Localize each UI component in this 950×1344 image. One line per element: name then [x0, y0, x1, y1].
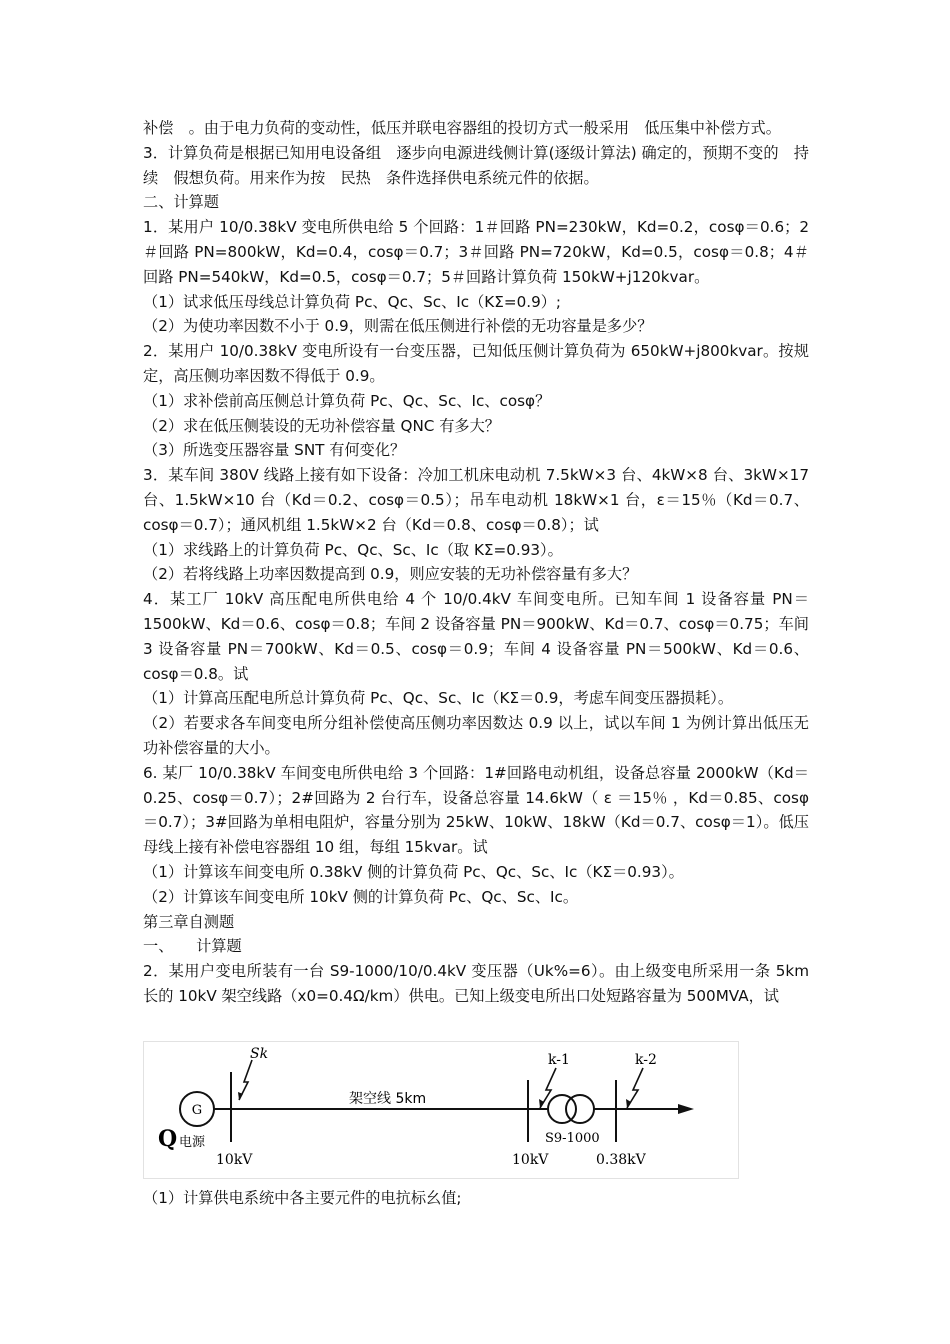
arrow-right-icon: [678, 1104, 694, 1114]
transformer-winding-icon: [566, 1095, 594, 1123]
voltage-right-label: 0.38kV: [596, 1152, 646, 1168]
problem-2: 2．某用户 10/0.38kV 变电所设有一台变压器，已知低压侧计算负荷为 650kW+j800kvar。按规定，高压侧功率因数不得低于 0.9。: [143, 342, 809, 385]
problem-4-q2: （2）若要求各车间变电所分组补偿使高压侧功率因数达 0.9 以上，试以车间 1 为例计算出低压无功补偿容量的大小。: [143, 714, 809, 757]
source-q-label: Q: [158, 1126, 178, 1152]
problem-4-q1: （1）计算高压配电所总计算负荷 Pc、Qc、Sc、Ic（KΣ＝0.9，考虑车间变压器损耗）。: [143, 689, 734, 708]
circuit-svg: [144, 1042, 740, 1180]
paragraph: 3．计算负荷是根据已知用电设备组 逐步向电源进线侧计算(逐级计算法) 确定的，预期不变的 持续 假想负荷。用来作为按 民热 条件选择供电系统元件的依据。: [143, 143, 809, 187]
section-heading: 一、 计算题: [143, 937, 242, 956]
problem-2-q1: （1）求补偿前高压侧总计算负荷 Pc、Qc、Sc、Ic、cosφ？: [143, 391, 551, 410]
paragraph: 补偿 。由于电力负荷的变动性，低压并联电容器组的投切方式一般采用 低压集中补偿方式。: [143, 119, 781, 137]
k2-label: k-2: [635, 1052, 657, 1068]
problem-6: 6. 某厂 10/0.38kV 车间变电所供电给 3 个回路：1#回路电动机组，设备总容量 2000kW（Kd＝0.25、cosφ＝0.7）；2#回路为 2 台行车，设备总容量 14.6kW（ ε ＝15％ ，Kd＝0.85、cosφ＝0.7）；3#回路为单相电阻炉，容量分别为 25kW、10kW、18kW（Kd＝0.7、cosφ＝1）。低压母线上接有补偿电容器组 10 组，每组 15kvar。试: [143, 763, 809, 857]
problem-1-q1: （1）试求低压母线总计算负荷 Pc、Qc、Sc、Ic（KΣ=0.9）;: [143, 292, 562, 311]
transformer-winding-icon: [548, 1095, 576, 1123]
problem-3-q2: （2）若将线路上功率因数提高到 0.9，则应安装的无功补偿容量有多大？: [143, 565, 638, 584]
problem-2-q2: （2）求在低压侧装设的无功补偿容量 QNC 有多大？: [143, 416, 500, 435]
body-text: [143, 116, 809, 1009]
section-heading: 二、计算题: [143, 193, 219, 212]
line-label: 架空线 5km: [349, 1091, 427, 1107]
problem-1-q2: （2）为使功率因数不小于 0.9，则需在低压侧进行补偿的无功容量是多少？: [143, 317, 653, 336]
voltage-left-label: 10kV: [216, 1152, 253, 1168]
transformer-label: S9-1000: [545, 1131, 600, 1146]
problem-6-q2: （2）计算该车间变电所 10kV 侧的计算负荷 Pc、Qc、Sc、Ic。: [143, 887, 579, 906]
generator-label: G: [191, 1103, 203, 1118]
chapter-heading: 第三章自测题: [143, 912, 235, 931]
question-caption: （1）计算供电系统中各主要元件的电抗标幺值;: [143, 1189, 462, 1207]
source-label: 电源: [179, 1135, 206, 1150]
sk-label: Sk: [250, 1046, 269, 1062]
problem-3: 3．某车间 380V 线路上接有如下设备：冷加工机床电动机 7.5kW×3 台、4kW×8 台、3kW×17 台、1.5kW×10 台（Kd＝0.2、cosφ＝0.5）；吊车电动机 18kW×1 台，ε＝15％（Kd＝0.7、cosφ＝0.7）；通风机组 1.5kW×2 台（Kd＝0.8、cosφ＝0.8）；试: [143, 466, 809, 534]
problem-ch3-2: 2．某用户变电所装有一台 S9-1000/10/0.4kV 变压器（Uk%=6）。由上级变电所采用一条 5km 长的 10kV 架空线路（x0=0.4Ω/km）供电。已知上级变电所出口处短路容量为 500MVA，试: [143, 962, 809, 1005]
power-system-diagram: [143, 1041, 739, 1179]
problem-2-q3: （3）所选变压器容量 SNT 有何变化？: [143, 441, 406, 460]
problem-4: 4．某工厂 10kV 高压配电所供电给 4 个 10/0.4kV 车间变电所。已知车间 1 设备容量 PN＝1500kW、Kd＝0.6、cosφ＝0.8；车间 2 设备容量 PN＝900kW、Kd＝0.7、cosφ＝0.75；车间 3 设备容量 PN＝700kW、Kd＝0.5、cosφ＝0.9；车间 4 设备容量 PN＝500kW、Kd＝0.6、cosφ＝0.8。试: [143, 590, 809, 683]
k1-label: k-1: [548, 1052, 570, 1068]
problem-1: 1．某用户 10/0.38kV 变电所供电给 5 个回路：1＃回路 PN=230kW，Kd=0.2，cosφ＝0.6；2＃回路 PN=800kW，Kd=0.4，cosφ＝0.7；3＃回路 PN=720kW，Kd=0.5，cosφ＝0.8；4＃回路 PN=540kW，Kd=0.5，cosφ＝0.7；5＃回路计算负荷 150kW+j120kvar。: [143, 218, 809, 286]
problem-6-q1: （1）计算该车间变电所 0.38kV 侧的计算负荷 Pc、Qc、Sc、Ic（KΣ＝0.93）。: [143, 862, 684, 881]
problem-3-q1: （1）求线路上的计算负荷 Pc、Qc、Sc、Ic（取 KΣ=0.93）。: [143, 540, 563, 559]
voltage-mid-label: 10kV: [512, 1152, 549, 1168]
